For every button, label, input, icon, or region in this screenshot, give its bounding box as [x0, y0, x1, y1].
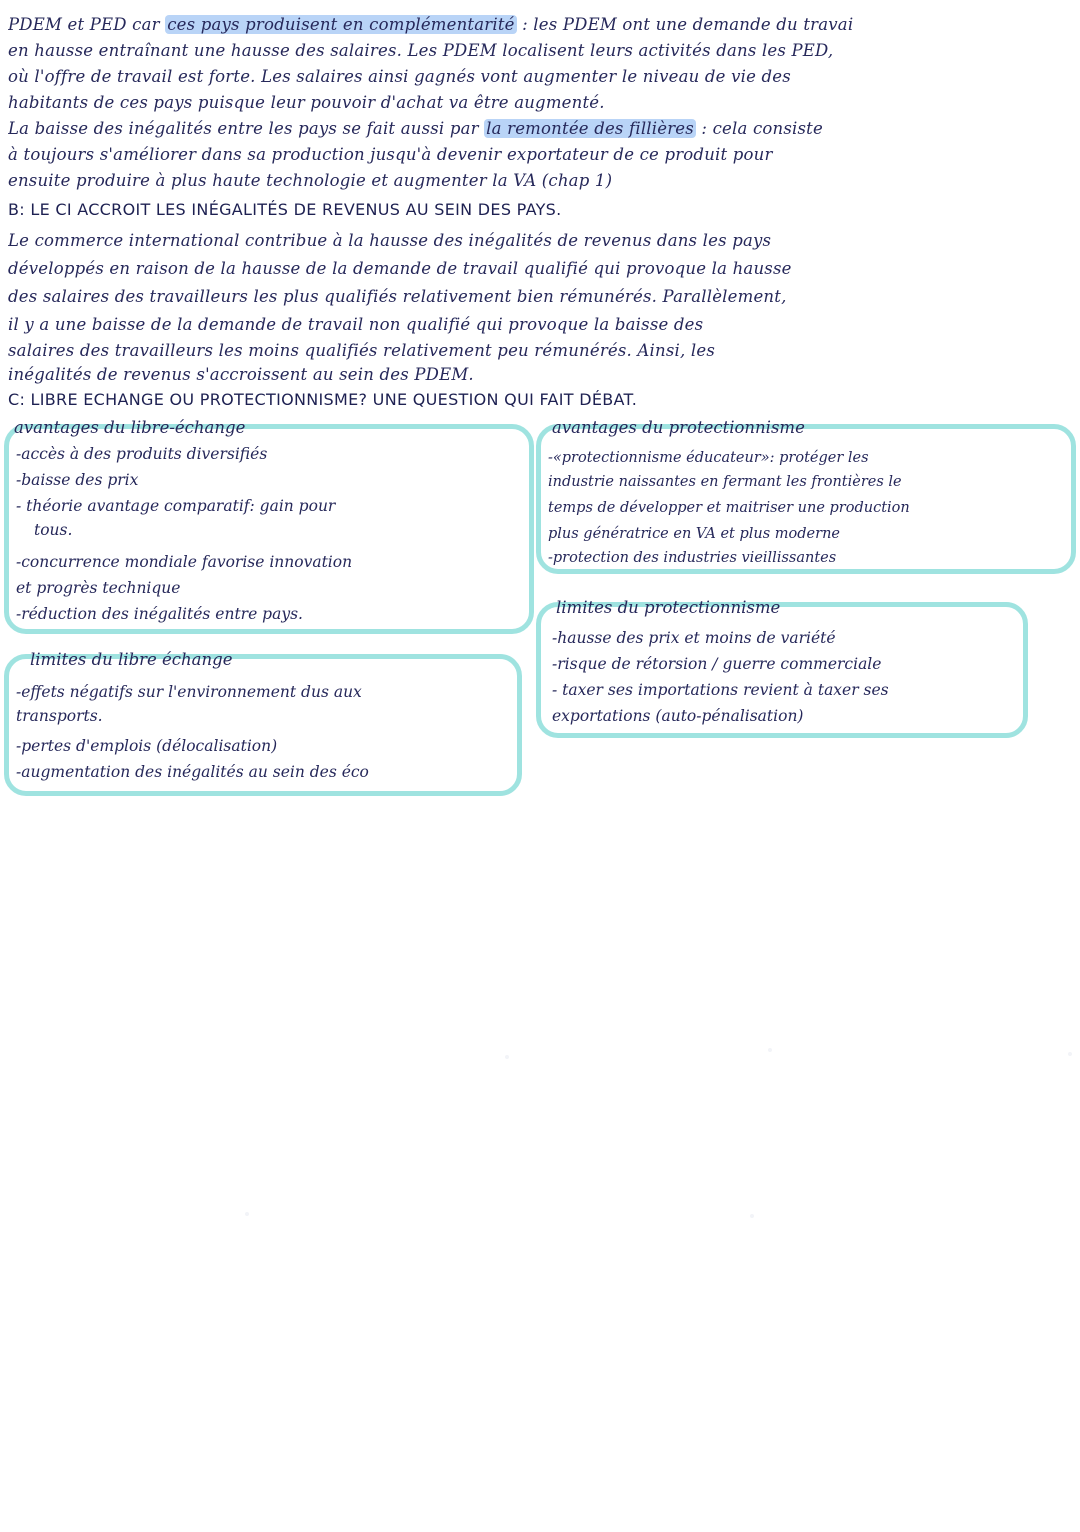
list-item: -réduction des inégalités entre pays.	[16, 605, 303, 623]
list-item: -baisse des prix	[16, 471, 139, 489]
text-line: il y a une baisse de la demande de travail non qualifié qui provoque la baisse des	[8, 315, 704, 334]
paper-speck	[1068, 1052, 1072, 1056]
text-line: où l'offre de travail est forte. Les salaires ainsi gagnés vont augmenter le niveau de vie des	[8, 67, 791, 86]
text-line: en hausse entraînant une hausse des salaires. Les PDEM localisent leurs activités dans les PED,	[8, 41, 834, 60]
text-line: salaires des travailleurs les moins qualifiés relativement peu rémunérés. Ainsi, les	[8, 341, 715, 360]
list-item: -«protectionnisme éducateur»: protéger les	[548, 450, 869, 466]
text-line: à toujours s'améliorer dans sa production jusqu'à devenir exportateur de ce produit pour	[8, 145, 773, 164]
list-item: -accès à des produits diversifiés	[16, 445, 268, 463]
text-line: des salaires des travailleurs les plus qualifiés relativement bien rémunérés. Parallèlement,	[8, 287, 787, 306]
paper-speck	[245, 1212, 249, 1216]
list-item: tous.	[34, 521, 73, 539]
list-item: -pertes d'emplois (délocalisation)	[16, 737, 278, 755]
paper-speck	[750, 1214, 754, 1218]
list-item: -effets négatifs sur l'environnement dus aux	[16, 683, 362, 701]
list-item: plus génératrice en VA et plus moderne	[548, 526, 840, 542]
box-title: limites du libre échange	[30, 650, 233, 669]
list-item: et progrès technique	[16, 579, 181, 597]
text-line: La baisse des inégalités entre les pays se fait aussi par la remontée des fillières : cela consiste	[8, 119, 823, 138]
paper-speck	[505, 1055, 509, 1059]
box-title: avantages du protectionnisme	[552, 418, 805, 437]
text-line: ensuite produire à plus haute technologie et augmenter la VA (chap 1)	[8, 171, 613, 190]
section-heading-b: B: LE CI ACCROIT LES INÉGALITÉS DE REVENUS AU SEIN DES PAYS.	[8, 200, 562, 219]
list-item: - théorie avantage comparatif: gain pour	[16, 497, 336, 515]
list-item: exportations (auto-pénalisation)	[552, 707, 804, 725]
box-title: limites du protectionnisme	[556, 598, 781, 617]
list-item: -hausse des prix et moins de variété	[552, 629, 836, 647]
list-item: -concurrence mondiale favorise innovation	[16, 553, 353, 571]
list-item: transports.	[16, 707, 103, 725]
list-item: -protection des industries vieillissantes	[548, 550, 837, 566]
text-line: développés en raison de la hausse de la demande de travail qualifié qui provoque la hausse	[8, 259, 792, 278]
text-line: Le commerce international contribue à la hausse des inégalités de revenus dans les pays	[8, 231, 772, 250]
text-line: habitants de ces pays puisque leur pouvoir d'achat va être augmenté.	[8, 93, 605, 112]
list-item: industrie naissantes en fermant les frontières le	[548, 474, 902, 490]
paper-speck	[768, 1048, 772, 1052]
highlighted-phrase: ces pays produisent en complémentarité	[167, 15, 515, 34]
box-title: avantages du libre-échange	[14, 418, 246, 437]
list-item: -risque de rétorsion / guerre commerciale	[552, 655, 882, 673]
highlighted-phrase: la remontée des fillières	[486, 119, 694, 138]
text-line: PDEM et PED car ces pays produisent en complémentarité : les PDEM ont une demande du travai	[8, 15, 854, 34]
list-item: -augmentation des inégalités au sein des éco	[16, 763, 369, 781]
text-line: inégalités de revenus s'accroissent au sein des PDEM.	[8, 365, 474, 384]
list-item: - taxer ses importations revient à taxer ses	[552, 681, 889, 699]
list-item: temps de développer et maitriser une production	[548, 500, 910, 516]
section-heading-c: C: LIBRE ECHANGE OU PROTECTIONNISME? UNE QUESTION QUI FAIT DÉBAT.	[8, 390, 638, 409]
